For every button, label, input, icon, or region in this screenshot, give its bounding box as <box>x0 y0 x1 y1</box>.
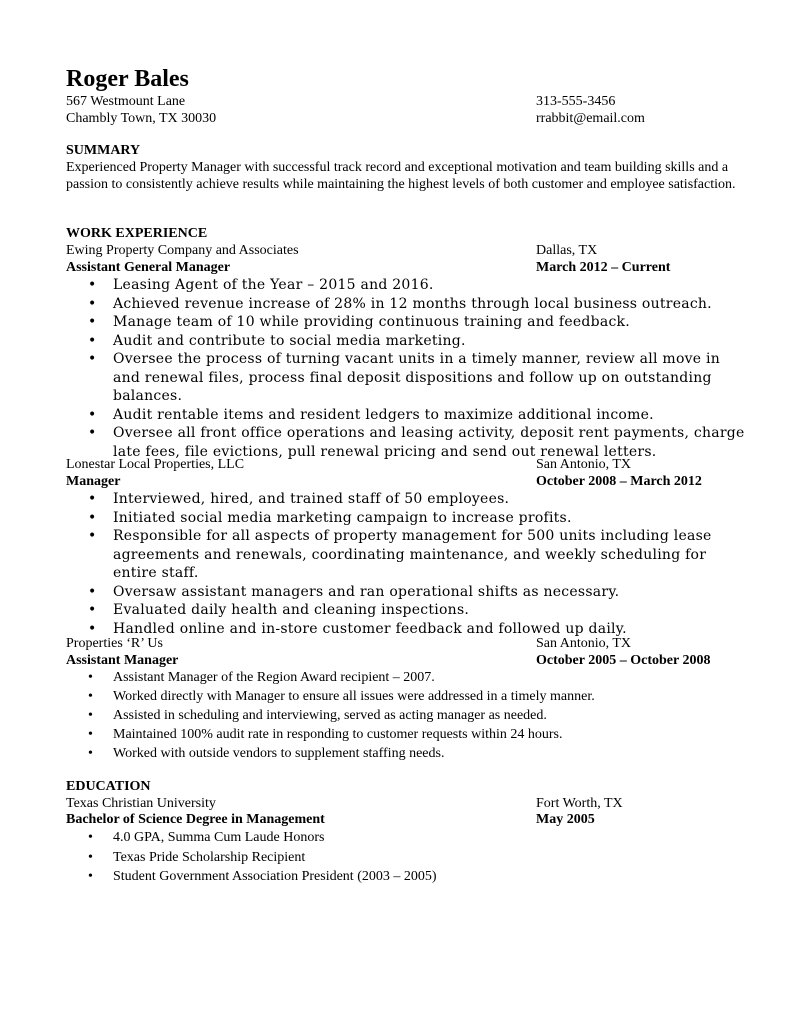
list-item: • Evaluated daily health and cleaning inspections. <box>88 601 748 620</box>
job-bullet-list <box>88 276 748 461</box>
school-location: Fort Worth, TX <box>536 796 623 811</box>
list-item: • Texas Pride Scholarship Recipient <box>88 848 748 868</box>
applicant-name: Roger Bales <box>66 66 189 92</box>
address-line-2: Chambly Town, TX 30030 <box>66 111 217 126</box>
list-item: • Assisted in scheduling and interviewing, served as acting manager as needed. <box>88 706 748 725</box>
email-address: rrabbit@email.com <box>536 111 645 126</box>
job-title: Manager <box>66 474 121 489</box>
list-item: • Audit rentable items and resident ledgers to maximize additional income. <box>88 406 748 425</box>
list-item: • Interviewed, hired, and trained staff of 50 employees. <box>88 490 748 509</box>
job-location: Dallas, TX <box>536 243 598 258</box>
list-item: • Handled online and in-store customer feedback and followed up daily. <box>88 620 748 639</box>
list-item: • Achieved revenue increase of 28% in 12 months through local business outreach. <box>88 295 748 314</box>
phone-number: 313-555-3456 <box>536 94 616 109</box>
list-item: • Initiated social media marketing campaign to increase profits. <box>88 509 748 528</box>
address-line-1: 567 Westmount Lane <box>66 94 186 109</box>
list-item: • Leasing Agent of the Year – 2015 and 2016. <box>88 276 748 295</box>
education-heading: EDUCATION <box>66 779 151 794</box>
summary-text: Experienced Property Manager with successful track record and exceptional motivation and team building skills and a passion to consistently achieve results while maintaining the highest levels of both customer and employee satisfaction. <box>66 160 736 192</box>
job-location: San Antonio, TX <box>536 457 632 472</box>
job-company: Ewing Property Company and Associates <box>66 243 299 258</box>
job-dates: March 2012 – Current <box>536 260 671 275</box>
school-name: Texas Christian University <box>66 796 216 811</box>
list-item: • Student Government Association President (2003 – 2005) <box>88 867 748 887</box>
degree-title: Bachelor of Science Degree in Management <box>66 812 325 827</box>
job-title: Assistant General Manager <box>66 260 231 275</box>
list-item: • 4.0 GPA, Summa Cum Laude Honors <box>88 828 748 848</box>
job-company: Lonestar Local Properties, LLC <box>66 457 245 472</box>
list-item: • Audit and contribute to social media marketing. <box>88 332 748 351</box>
list-item: • Oversee all front office operations and leasing activity, deposit rent payments, charge late fees, file evictions, pull renewal pricing and send out renewal letters. <box>88 424 748 461</box>
education-bullet-list <box>88 828 748 887</box>
list-item: • Worked directly with Manager to ensure all issues were addressed in a timely manner. <box>88 687 748 706</box>
list-item: • Maintained 100% audit rate in responding to customer requests within 24 hours. <box>88 725 748 744</box>
list-item: • Responsible for all aspects of property management for 500 units including lease agreements and renewals, coordinating maintenance, and weekly scheduling for entire staff. <box>88 527 748 583</box>
list-item: • Worked with outside vendors to supplement staffing needs. <box>88 744 748 763</box>
job-dates: October 2008 – March 2012 <box>536 474 702 489</box>
list-item: • Oversaw assistant managers and ran operational shifts as necessary. <box>88 583 748 602</box>
list-item: • Oversee the process of turning vacant units in a timely manner, review all move in and renewal files, process final deposit dispositions and follow up on outstanding balances. <box>88 350 748 406</box>
summary-heading: SUMMARY <box>66 143 141 158</box>
job-company: Properties ‘R’ Us <box>66 636 163 651</box>
job-location: San Antonio, TX <box>536 636 632 651</box>
list-item: • Manage team of 10 while providing continuous training and feedback. <box>88 313 748 332</box>
work-experience-heading: WORK EXPERIENCE <box>66 226 208 241</box>
job-dates: October 2005 – October 2008 <box>536 653 711 668</box>
list-item: • Assistant Manager of the Region Award recipient – 2007. <box>88 668 748 687</box>
job-title: Assistant Manager <box>66 653 179 668</box>
graduation-date: May 2005 <box>536 812 595 827</box>
job-bullet-list <box>88 490 748 638</box>
job-bullet-list <box>88 668 748 763</box>
